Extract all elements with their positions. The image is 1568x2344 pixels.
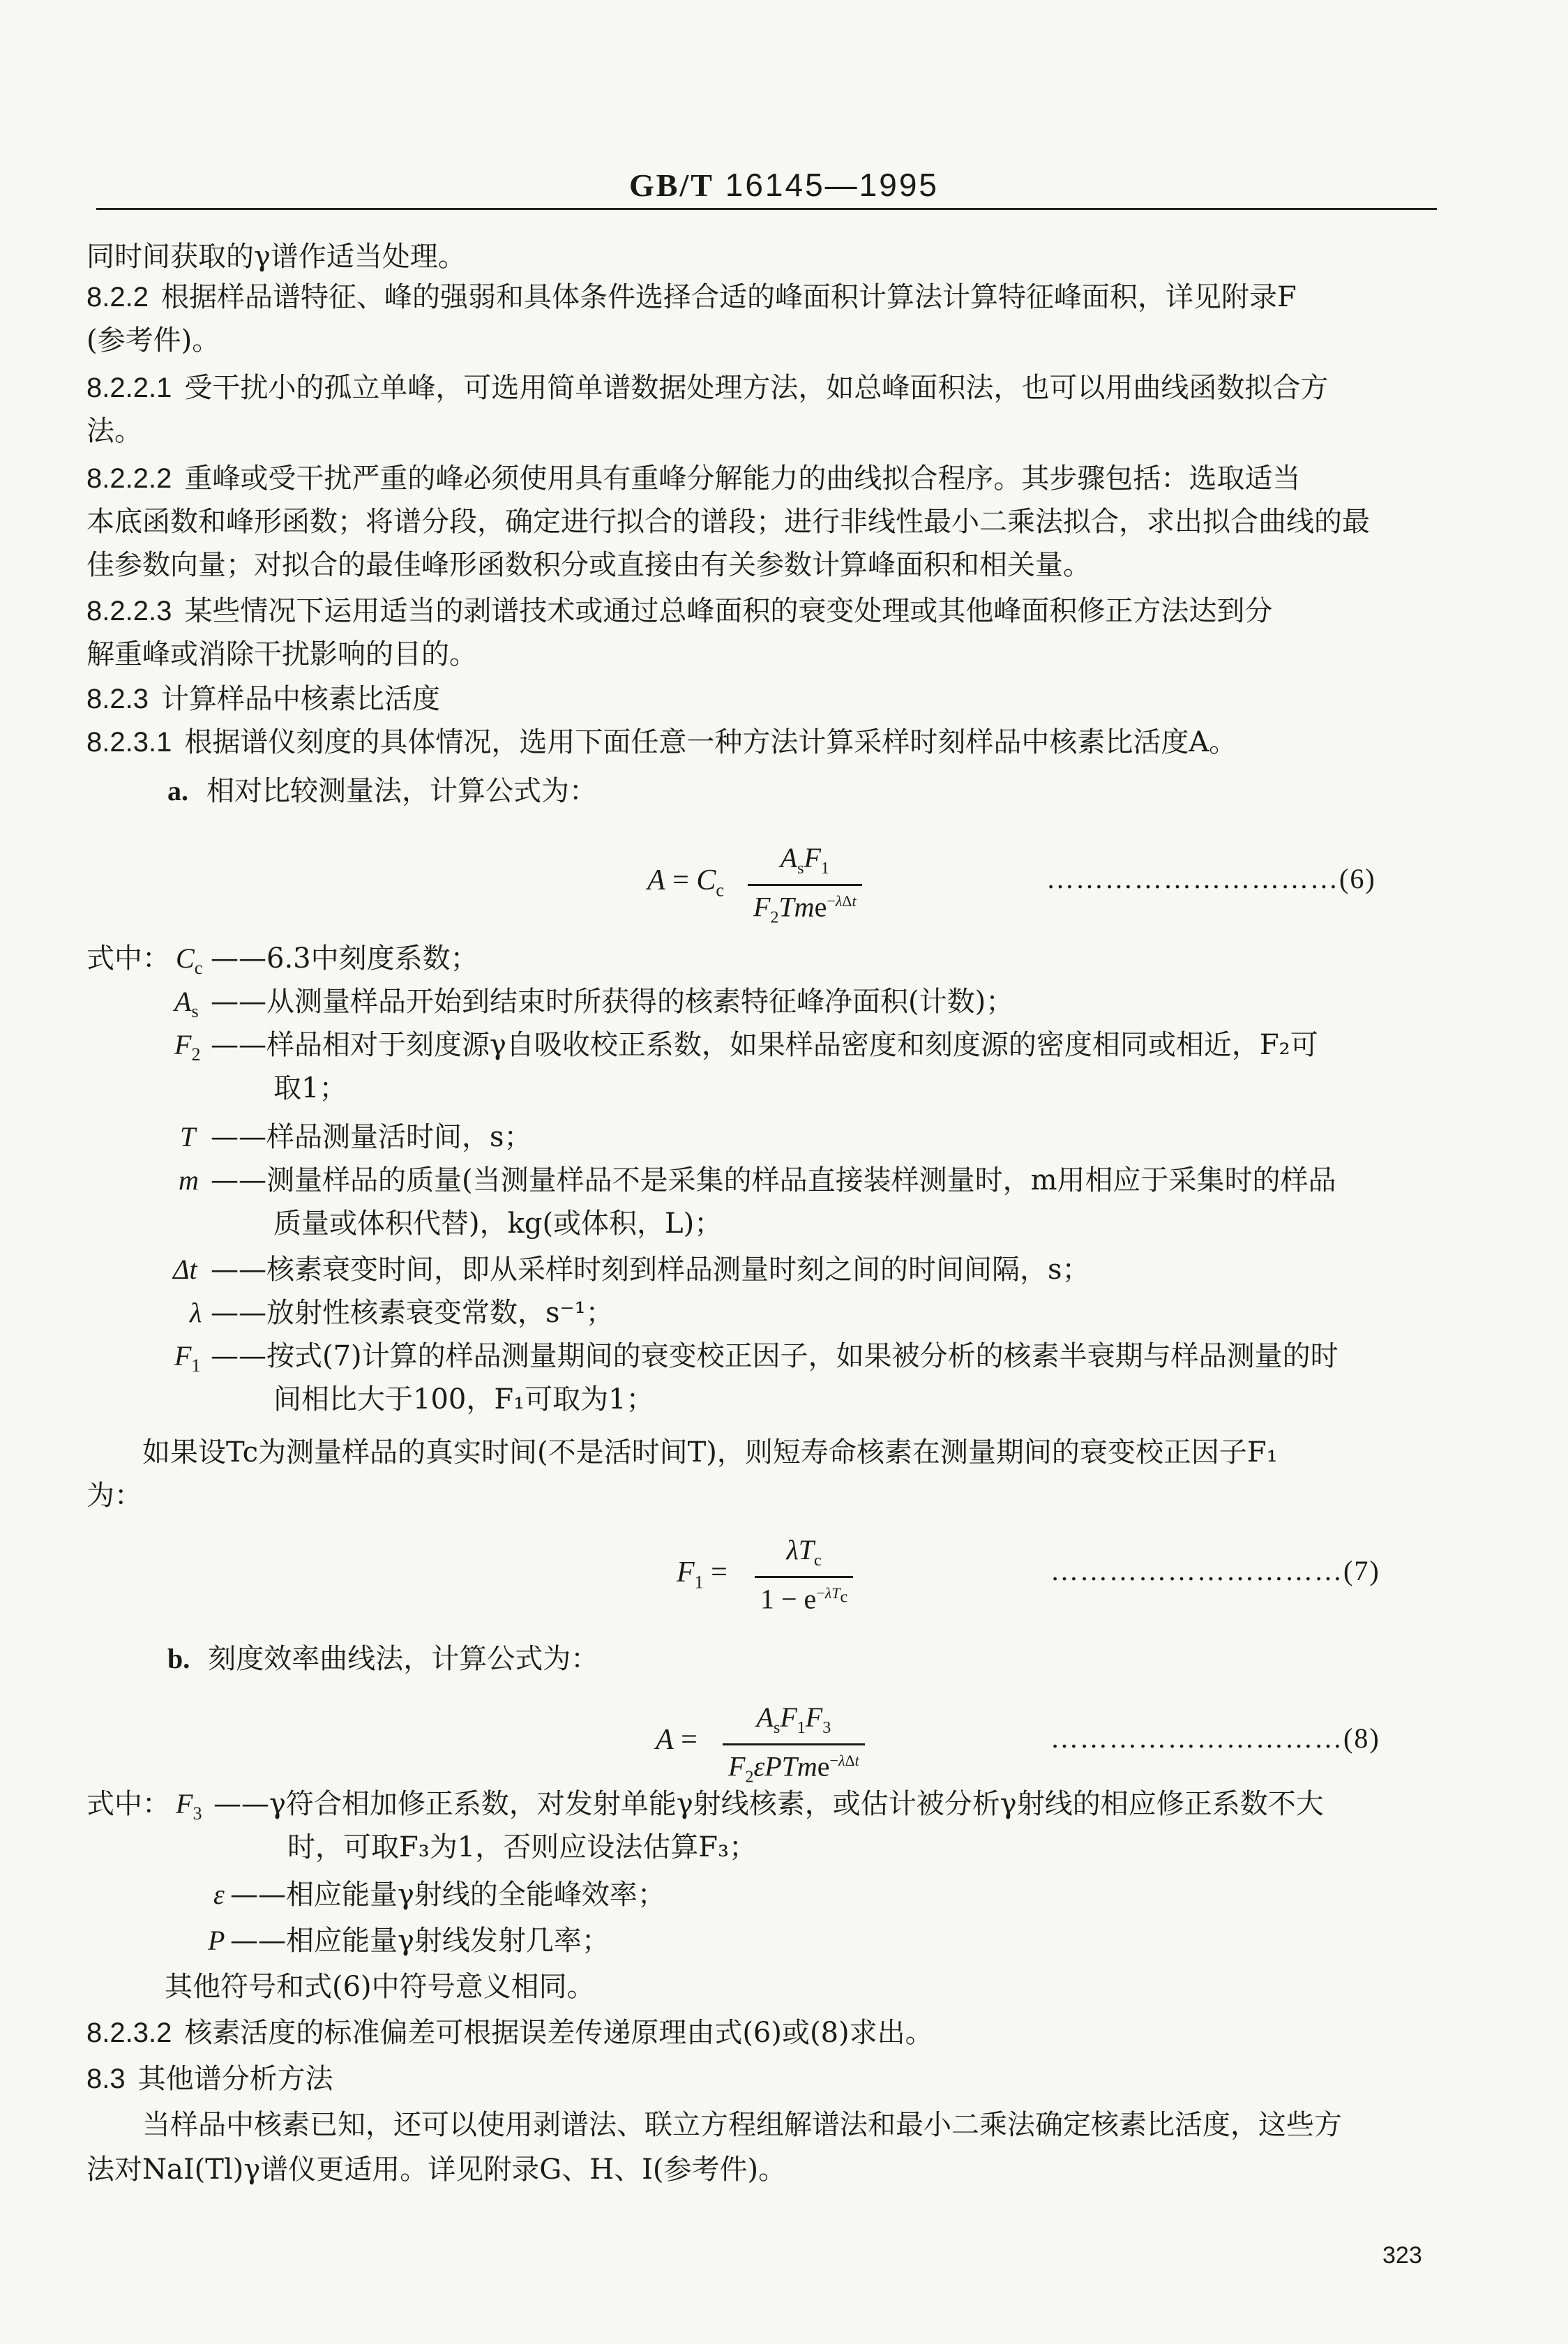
method-a	[167, 774, 597, 808]
page-number: 323	[1382, 2242, 1422, 2269]
equation-6-lhs: $A = C_c$	[647, 864, 724, 901]
where-label: 式中：	[86, 942, 170, 975]
symbol-f3: $F_3$	[176, 1788, 202, 1824]
section-8-2-3	[86, 682, 440, 716]
section-number: 8.2.3	[86, 684, 149, 714]
equation-7-lhs: $F_1$ =	[677, 1556, 728, 1593]
section-8-2-3-2	[86, 2016, 933, 2050]
symbol-t: T	[180, 1121, 196, 1152]
section-text: 重峰或受干扰严重的峰必须使用具有重峰分解能力的曲线拟合程序。其步骤包括：选取适当	[184, 463, 1301, 495]
paragraph-line: (参考件)。	[86, 324, 220, 356]
section-8-2-2-1	[86, 371, 1328, 405]
symbol-m: m	[179, 1164, 199, 1196]
section-8-2-2-3	[86, 594, 1272, 628]
paragraph-line: 同时间获取的γ谱作适当处理。	[86, 241, 466, 273]
header-rule	[96, 208, 1437, 210]
definition-as: ——从测量样品开始到结束时所获得的核素特征峰净面积(计数)；	[211, 986, 1014, 1018]
section-number: 8.2.2.2	[86, 463, 172, 494]
symbol-delta-t: Δt	[173, 1254, 197, 1285]
paragraph-line: 法对NaI(Tl)γ谱仪更适用。详见附录G、H、I(参考件)。	[86, 2154, 787, 2186]
standard-prefix: GB/T	[629, 167, 714, 203]
section-text: 计算样品中核素比活度	[160, 683, 440, 715]
equation-7-number: …………………………(7)	[1050, 1555, 1380, 1586]
section-number: 8.3	[86, 2064, 126, 2094]
section-8-2-2-2	[86, 462, 1300, 495]
equation-8-lhs: A =	[656, 1724, 698, 1756]
paragraph-line: 法。	[86, 415, 142, 447]
equation-6-number: …………………………(6)	[1046, 863, 1376, 894]
symbol-lambda: λ	[190, 1297, 202, 1328]
paragraph-line: 解重峰或消除干扰影响的目的。	[86, 638, 477, 670]
symbol-f1: $F_1$	[174, 1340, 201, 1376]
definition-f2-continued: 取1；	[273, 1072, 347, 1104]
paragraph-line: 如果设Tc为测量样品的真实时间(不是活时间T)，则短寿命核素在测量期间的衰变校正因子F₁	[142, 1436, 1278, 1468]
standard-number: 16145—1995	[725, 167, 939, 203]
definition-f3: ——γ符合相加修正系数，对发射单能γ射线核素，或估计被分析γ射线的相应修正系数不大	[213, 1788, 1324, 1820]
definition-f1-continued: 间相比大于100，F₁可取为1；	[273, 1383, 654, 1415]
definition-cc: ——6.3中刻度系数；	[211, 942, 478, 975]
list-label: a.	[167, 775, 188, 806]
paragraph-line: 当样品中核素已知，还可以使用剥谱法、联立方程组解谱法和最小二乘法确定核素比活度，这些方	[142, 2109, 1342, 2141]
definition-f1: ——按式(7)计算的样品测量期间的衰变校正因子，如果被分析的核素半衰期与样品测量的时	[211, 1340, 1339, 1372]
symbol-epsilon: ε	[213, 1879, 225, 1910]
paragraph-line: 其他符号和式(6)中符号意义相同。	[165, 1971, 595, 2003]
section-number: 8.2.2	[86, 282, 149, 313]
definition-m-continued: 质量或体积代替)，kg(或体积，L)；	[273, 1208, 723, 1240]
section-number: 8.2.2.3	[86, 596, 172, 626]
definition-p: ——相应能量γ射线发射几率；	[230, 1925, 610, 1957]
definition-epsilon: ——相应能量γ射线的全能峰效率；	[230, 1879, 665, 1911]
document-header	[0, 166, 1568, 204]
paragraph-line: 为：	[86, 1480, 142, 1512]
section-text: 根据谱仪刻度的具体情况，选用下面任意一种方法计算采样时刻样品中核素比活度A。	[184, 726, 1237, 758]
equation-6-fraction: $A_sF_1$ $F_2Tme^{-\lambda\Delta t}$	[748, 843, 862, 933]
equation-8-fraction: $A_sF_1F_3$ $F_2\varepsilon PTme^{-\lambda\Delta t}$	[723, 1702, 865, 1792]
section-number: 8.2.3.2	[86, 2018, 172, 2048]
definition-f3-continued: 时，可取F₃为1，否则应设法估算F₃；	[287, 1831, 757, 1863]
paragraph-line: 本底函数和峰形函数；将谱分段，确定进行拟合的谱段；进行非线性最小二乘法拟合，求出拟合曲线的最	[86, 506, 1370, 538]
definition-lambda: ——放射性核素衰变常数，s⁻¹；	[211, 1297, 614, 1329]
section-8-3	[86, 2062, 333, 2096]
list-label: b.	[167, 1643, 190, 1674]
section-text: 核素活度的标准偏差可根据误差传递原理由式(6)或(8)求出。	[184, 2017, 933, 2049]
method-b	[167, 1642, 598, 1676]
method-text: 相对比较测量法，计算公式为：	[206, 775, 597, 807]
symbol-cc: $C_c$	[176, 942, 203, 978]
definition-t: ——样品测量活时间，s；	[211, 1121, 532, 1153]
definition-delta-t: ——核素衰变时间，即从采样时刻到样品测量时刻之间的时间间隔，s；	[211, 1254, 1090, 1286]
equation-8-number: …………………………(8)	[1050, 1722, 1380, 1754]
section-number: 8.2.2.1	[86, 373, 172, 403]
symbol-f2: $F_2$	[174, 1029, 201, 1065]
section-text: 某些情况下运用适当的剥谱技术或通过总峰面积的衰变处理或其他峰面积修正方法达到分	[184, 595, 1273, 627]
method-text: 刻度效率曲线法，计算公式为：	[208, 1643, 599, 1675]
where-label: 式中：	[86, 1788, 170, 1820]
symbol-p: P	[208, 1925, 225, 1956]
section-8-2-3-1	[86, 726, 1237, 759]
paragraph-line: 佳参数向量；对拟合的最佳峰形函数积分或直接由有关参数计算峰面积和相关量。	[86, 549, 1091, 581]
section-text: 其他谱分析方法	[137, 2063, 333, 2095]
section-text: 受干扰小的孤立单峰，可选用简单谱数据处理方法，如总峰面积法，也可以用曲线函数拟合方	[184, 372, 1329, 404]
definition-f2: ——样品相对于刻度源γ自吸收校正系数，如果样品密度和刻度源的密度相同或相近，F₂可	[211, 1029, 1318, 1061]
equation-7-fraction: $\lambda T_c$ $1 - e^{-\lambda T_c}$	[755, 1535, 853, 1614]
definition-m: ——测量样品的质量(当测量样品不是采集的样品直接装样测量时，m用相应于采集时的样品	[211, 1164, 1336, 1196]
section-text: 根据样品谱特征、峰的强弱和具体条件选择合适的峰面积计算法计算特征峰面积，详见附录F	[160, 281, 1297, 313]
symbol-as: $A_s$	[174, 986, 199, 1021]
section-number: 8.2.3.1	[86, 727, 172, 758]
section-8-2-2	[86, 280, 1297, 314]
